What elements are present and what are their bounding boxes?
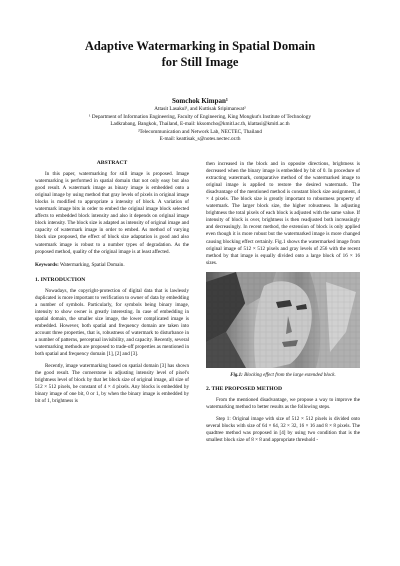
keywords <box>35 262 189 269</box>
abstract-heading: ABSTRACT <box>96 160 128 166</box>
right-paragraph-3: Step 1: Original image with size of 512 × 512 pixels is divided onto several blocks with size of 64 × 64, 32 × 32, 16 × 16 and 8 × 8 pixels. The quadtree method was proposed in [4] by using two condition that is the smallest block size of 8 × 8 and appropriate threshold - <box>206 415 360 444</box>
first-author: Somchok Kimpan¹ <box>172 97 228 105</box>
abstract-text: In this paper, watermarking for still image is proposed. Image watermarking is performed in spatial domain that not only easy but also good result. A watermark image as binary image is embedded onto a original image by using method that gray levels of pixels in original image blocks is modified to appropriate a intensity of block. A variation of watermark image bits in order to embed the original image block selected affects to embedded block intensity and also it depends on original image block intensity. The block size is adapted as intensity of original image and capacity of watermark image in order to embed. As method of varying block size proposed, the effect of block size adaptation is good and also watermark image is robust to a number types of degradation. As the proposed method, quality of the original image is at least affected. <box>35 171 189 255</box>
title-line-1: Adaptive Watermarking in Spatial Domain <box>84 39 316 53</box>
paper-title <box>0 38 400 70</box>
blocky-portrait-image <box>206 272 360 368</box>
affiliation-1: ¹ Department of Information Engineering, Faculty of Engineering, King Mongkut's Institute of Technology <box>89 113 311 120</box>
affiliation-2-email: E-mail: keattisak_s@notes.nectec.or.th <box>159 136 241 143</box>
figure-1-image <box>206 272 360 368</box>
author-block <box>0 97 400 144</box>
affiliation-2: ²Telecommunication and Network Lab, NECTEC, Thailand <box>138 128 262 135</box>
left-column <box>35 160 189 410</box>
co-authors: Attasit Lasakul¹, and Kuttisak Sripimanwat² <box>154 106 246 112</box>
right-paragraph-2: From the mentioned disadvantage, we propose a way to improve the watermarking method to better results as the following steps. <box>206 396 360 410</box>
keywords-text: Watermarking, Spatial Domain. <box>59 261 125 268</box>
figure-1-caption <box>206 372 360 379</box>
title-line-2: for Still Image <box>161 55 239 69</box>
right-column <box>206 161 360 449</box>
intro-paragraph-2: Recently, image watermarking based on spatial domain [3] has shown the good result. The cornerstone is adjusting intensity level of pixel's brightness level of block by that let block size of original image, all size of 512 × 512 pixels, be constant of 4 × 4 pixels. Any blocks is embedded by binary image of one bit, 0 or 1, by when the binary image is embedded by bit of 1, brightness is <box>35 363 189 405</box>
introduction-heading: 1. INTRODUCTION <box>35 276 86 283</box>
affiliation-1-email: Ladkrabang, Bangkok, Thailand, E-mail: kksomcho@kmitl.ac.th, klattasi@kmitl.ac.th <box>110 121 290 128</box>
proposed-method-heading: 2. THE PROPOSED METHOD <box>206 385 283 392</box>
right-paragraph-1: then increased in the block and in opposite directions, brightness is decreased when the binary image is embedded by bit of 0. In procedure of extracting watermark, comparative method of the watermarked image to original image is applied to restore the desired watermark. The disadvantage of the mentioned method is constant block size assignment, 4 × 4 pixels. The block size is greatly important to robustness property of watermark. The larger block size, the higher robustness. In adjusting brightness the total pixels of each block is adjusted with the same value. If intensity of block is over, brightness is then readjusted both increasingly and decreasingly. In recent method, the extension of block is only applied even though it is more robust but the watermarked image is more changed causing blocking effect certainly. Fig.1 shows the watermarked image from original image of 512 × 512 pixels and gray levels of 256 with the recent method by that image is equally divided onto a large block of 16 × 16 sizes. <box>206 161 360 266</box>
intro-paragraph-1: Nowadays, the copyright-protection of digital data that is lawlessly duplicated is more important to verification to owner of data by embedding a number of symbols. Particularly, for symbols being binary image, intensity to show owner is greatly interesting. In case of embedding in spatial domain, the smaller size image, the lower complicated image is embedded. However, both spatial and frequency domain are taken into account three properties, that is, robustness of watermark to disturbance in a number of patterns, perceptual invisibility, and capacity. Recently, several watermarking methods are proposed to trade-off properties as mentioned in both spatial and frequency domain [1], [2] and [3]. <box>35 287 189 358</box>
keywords-label: Keywords: <box>35 261 59 268</box>
figure-1-label: Fig.1: <box>230 372 243 378</box>
figure-1-caption-text: Blocking effect from the large extended block. <box>244 372 336 378</box>
